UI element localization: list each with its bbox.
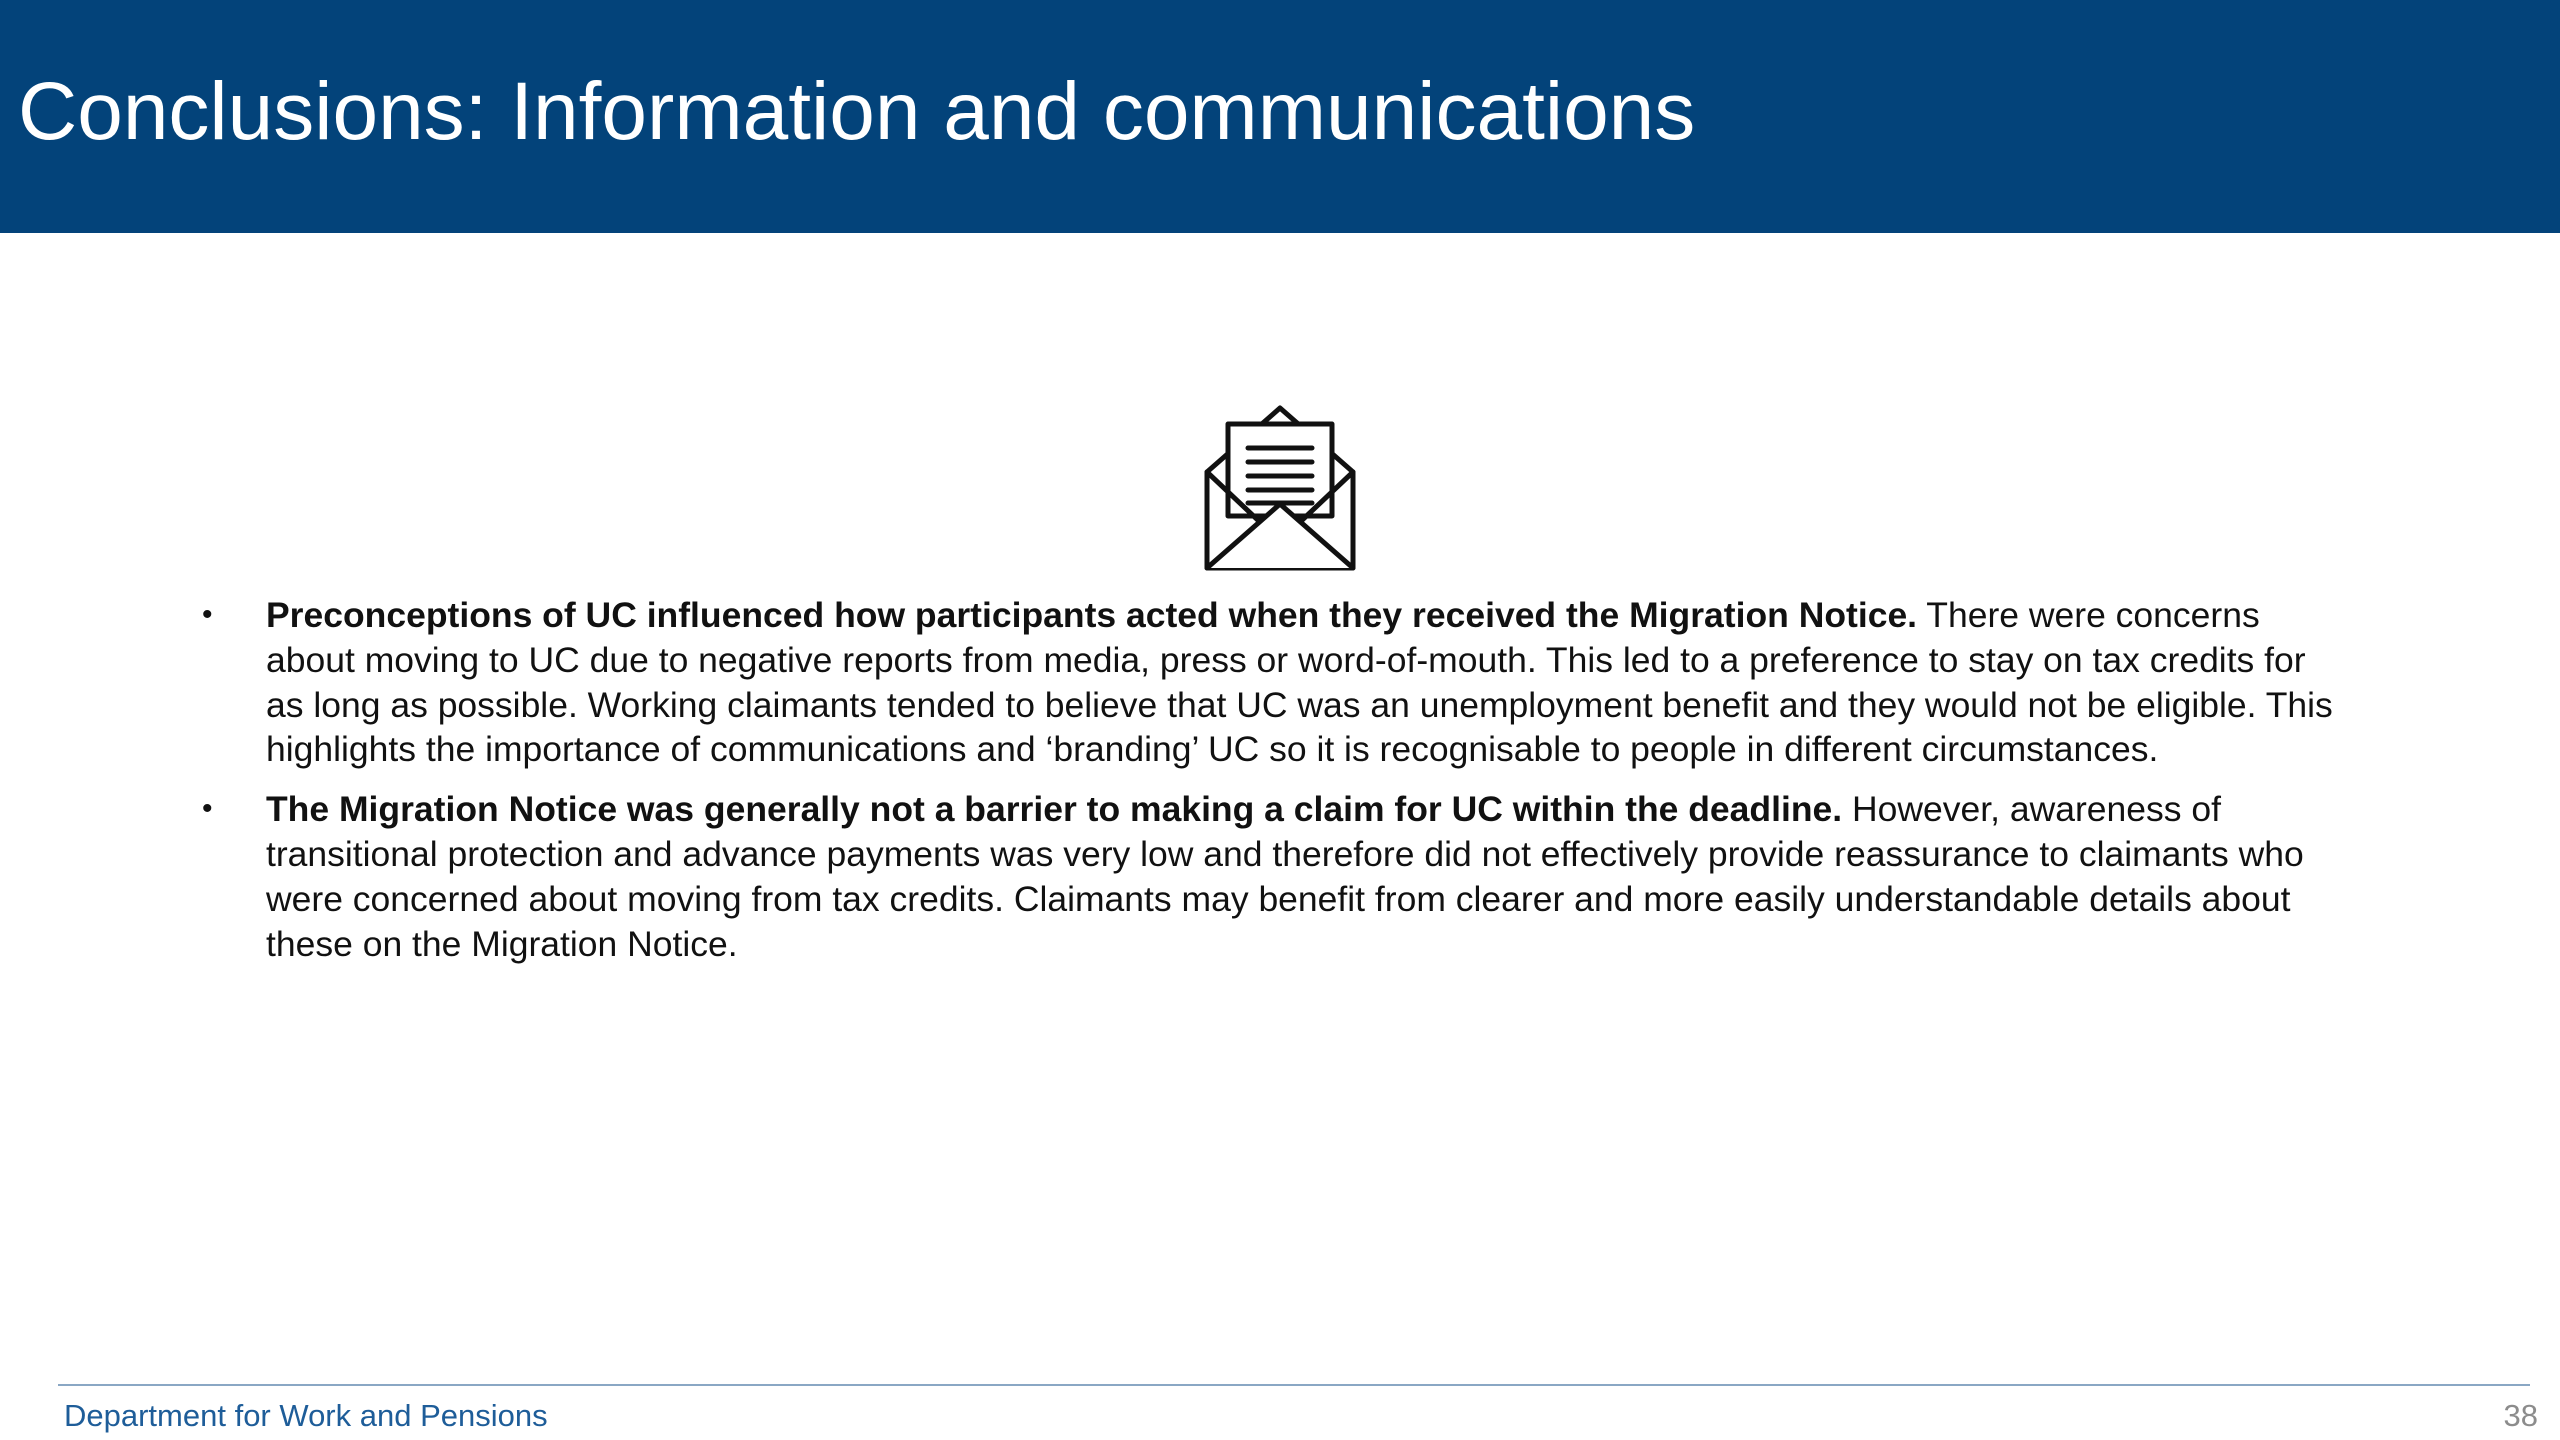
footer-divider xyxy=(58,1384,2530,1386)
bullet-icon: • xyxy=(202,598,213,631)
page-number: 38 xyxy=(2503,1398,2538,1433)
list-item xyxy=(200,593,2350,772)
bullet-lead: Preconceptions of UC influenced how participants acted when they received the Migration Notice. xyxy=(266,595,1918,635)
envelope-letter-icon xyxy=(1200,402,1360,574)
footer-department: Department for Work and Pensions xyxy=(64,1398,548,1433)
title-banner xyxy=(0,0,2560,233)
bullet-icon: • xyxy=(202,792,213,826)
bullet-body: There were concerns about moving to UC due to negative reports from media, press or word-of-mouth. This led to a preference to stay on tax credits for as long as possible. Working claimants tended to believe that UC was an unemployment benefit and they would not be eligible. This highlights the importance of communications and ‘branding’ UC so it is recognisable to people in different circumstances. xyxy=(266,595,2333,770)
conclusions-list xyxy=(200,593,2350,981)
list-item xyxy=(200,787,2350,966)
bullet-lead: The Migration Notice was generally not a barrier to making a claim for UC within the deadline. xyxy=(266,789,1843,830)
page-title: Conclusions: Information and communications xyxy=(18,66,1696,157)
bullet-body: However, awareness of transitional protection and advance payments was very low and therefore did not effectively provide reassurance to claimants who were concerned about moving from tax credits. Claimants may benefit from clearer and more easily understandable details about these on the Migration Notice. xyxy=(266,789,2304,964)
